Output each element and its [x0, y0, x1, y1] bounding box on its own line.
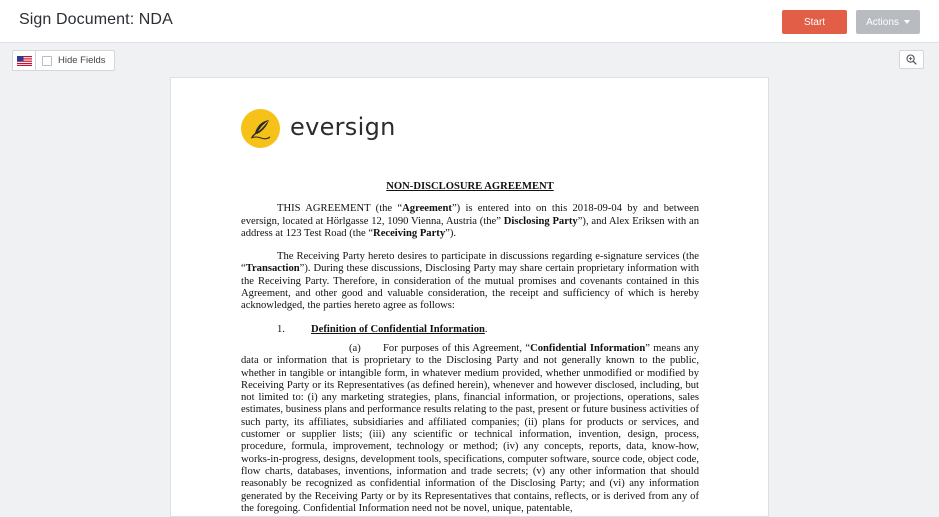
document-title: NON-DISCLOSURE AGREEMENT: [386, 181, 554, 192]
eversign-logo: [241, 109, 396, 148]
actions-button-label: Actions: [866, 16, 899, 28]
hide-fields-checkbox[interactable]: [42, 56, 52, 66]
logo-badge: [241, 109, 280, 148]
logo-wordmark: eversign: [290, 112, 396, 141]
intro-paragraph: THIS AGREEMENT (the “Agreement”) is entered into on this 2018-09-04 by and between eversign, located at Hörlgasse 12, 1090 Vienna, Austria (the” Disclosing Party”), and Alex Eriksen with an address at 123 Test Road (the “Receiving Party”).: [241, 203, 699, 239]
clause-label: (a): [349, 342, 361, 354]
definition-paragraph: (a) For purposes of this Agreement, “Confidential Information” means any data or information that is proprietary to the Disclosing Party and not generally known to the public, whether in tangible or intangible form, in whatever medium provided, whether unmodified or modified by Receiving Party or its Representatives (as defined herein), whenever and however disclosed, including, but not limited to: (i) any marketing strategies, plans, financial information, or projections, operations, sales estimates, business plans and performance results relating to the past, present or future business activities of such party, its affiliates, subsidiaries and affiliated companies; (ii) plans for products or services, and customer or supplier lists; (iii) any scientific or technical information, invention, design, process, procedure, formula, improvement, technology or method; (iv) any concepts, reports, data, know-how, works-in-progress, designs, development tools, specifications, computer software, source code, object code, flow charts, databases, inventions, information and trade secrets; (v) any other information that should reasonably be recognized as confidential information of the Disclosing Party; and (vi) any information generated by the Receiving Party or by its Representatives that contains, reflects, or is derived from any of the foregoing. Confidential Information need not be novel, unique, patentable,: [241, 342, 699, 514]
document-page: [170, 77, 769, 517]
hide-fields-label: Hide Fields: [58, 55, 106, 66]
page-title: Sign Document: NDA: [19, 11, 173, 28]
language-button[interactable]: [13, 51, 36, 70]
start-button-label: Start: [803, 16, 826, 28]
document-toolbar: [12, 50, 115, 71]
zoom-in-icon: [906, 54, 917, 65]
section-number: 1.: [277, 323, 285, 335]
header-bar: [0, 0, 939, 43]
us-flag-icon: [17, 56, 32, 66]
actions-dropdown-button[interactable]: [856, 10, 920, 34]
document-body: [241, 181, 699, 515]
start-button[interactable]: [782, 10, 847, 34]
purpose-paragraph: The Receiving Party hereto desires to participate in discussions regarding e-signature services (the “Transaction”). During these discussions, Disclosing Party may share certain proprietary information with the Receiving Party. Therefore, in consideration of the mutual promises and covenants contained in this Agreement, and other good and valuable consideration, the receipt and sufficiency of which is hereby acknowledged, the parties hereto agree as follows:: [241, 251, 699, 312]
zoom-button[interactable]: [899, 50, 924, 69]
hide-fields-toggle[interactable]: [36, 51, 114, 70]
section-heading: 1. Definition of Confidential Information.: [277, 323, 488, 335]
quill-pen-icon: [248, 116, 274, 142]
chevron-down-icon: [904, 20, 910, 24]
section-title: Definition of Confidential Information: [311, 323, 485, 335]
